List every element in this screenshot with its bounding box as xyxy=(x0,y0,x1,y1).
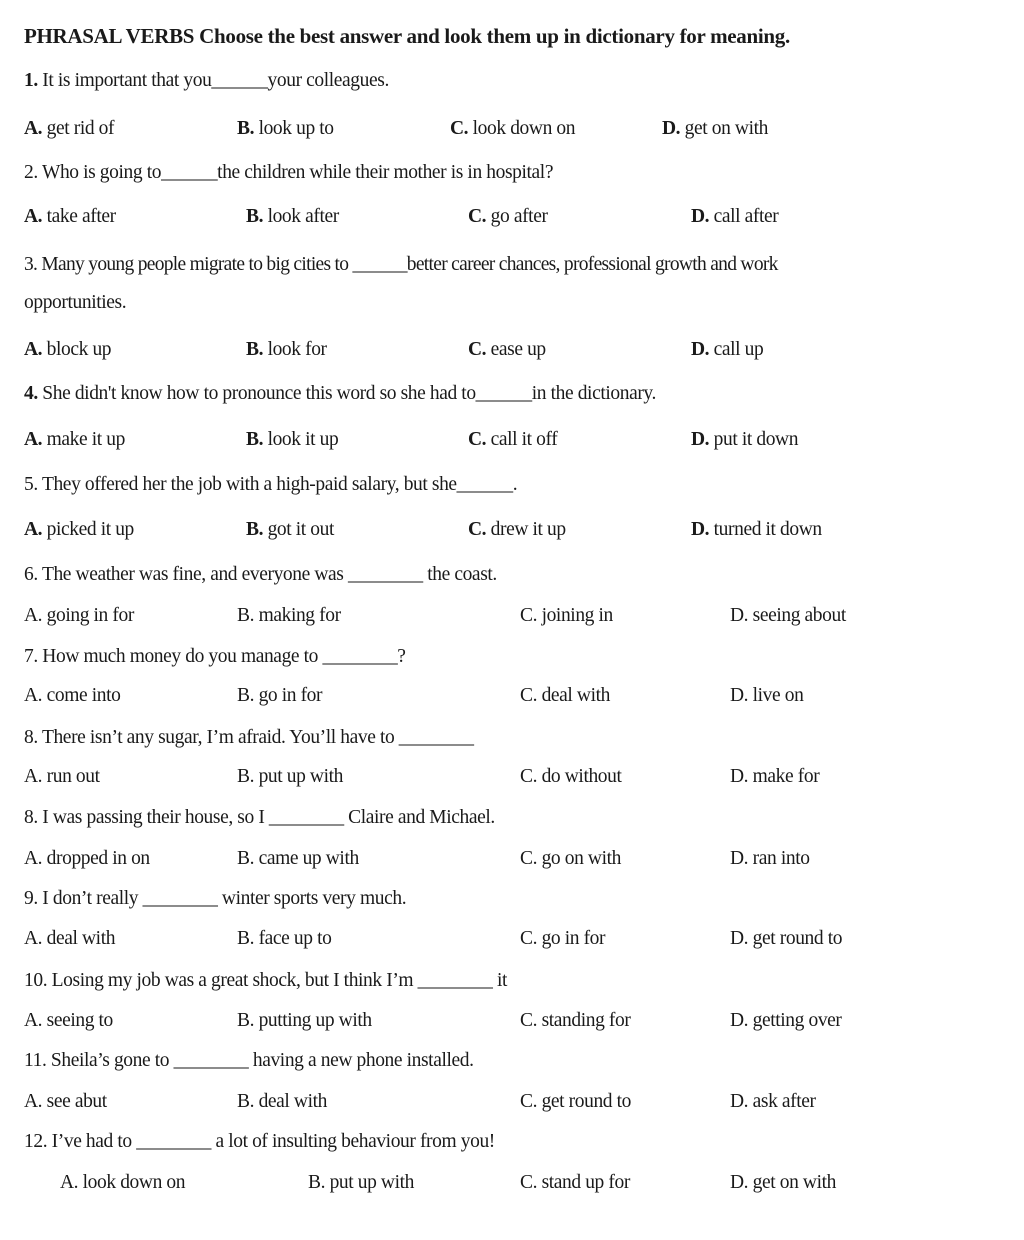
option-6b[interactable]: B. making for xyxy=(237,605,341,626)
question-number: 10. xyxy=(24,970,48,991)
question-number: 8. xyxy=(24,807,38,828)
option-5d[interactable]: D. turned it down xyxy=(691,519,822,540)
question-10 xyxy=(24,970,507,992)
question-number: 4. xyxy=(24,383,38,404)
question-text: Many young people migrate to big cities to ______better career chances, professional growth and work xyxy=(37,254,778,275)
question-number: 1. xyxy=(24,70,38,91)
option-5c[interactable]: C. drew it up xyxy=(468,519,566,540)
option-2a[interactable]: A. take after xyxy=(24,206,116,227)
question-number: 12. xyxy=(24,1131,48,1152)
option-8b-b[interactable]: B. came up with xyxy=(237,848,359,869)
question-1 xyxy=(24,70,389,92)
option-5b[interactable]: B. got it out xyxy=(246,519,334,540)
question-4 xyxy=(24,383,656,405)
worksheet-title: PHRASAL VERBS Choose the best answer and look them up in dictionary for meaning. xyxy=(24,24,790,48)
option-6c[interactable]: C. joining in xyxy=(520,605,613,626)
option-1d[interactable]: D. get on with xyxy=(662,118,768,139)
question-number: 8. xyxy=(24,727,38,748)
option-7b[interactable]: B. go in for xyxy=(237,685,323,706)
option-10c[interactable]: C. standing for xyxy=(520,1010,631,1031)
question-text: There isn’t any sugar, I’m afraid. You’ll have to ________ xyxy=(37,727,474,748)
question-text: Losing my job was a great shock, but I think I’m ________ it xyxy=(47,970,507,991)
question-number: 7. xyxy=(24,646,38,667)
option-12a[interactable]: A. look down on xyxy=(60,1172,186,1193)
question-text: They offered her the job with a high-paid salary, but she______. xyxy=(37,474,518,495)
option-10b[interactable]: B. putting up with xyxy=(237,1010,372,1031)
option-9c[interactable]: C. go in for xyxy=(520,928,606,949)
question-number: 11. xyxy=(24,1050,47,1071)
option-2b[interactable]: B. look after xyxy=(246,206,339,227)
option-4a[interactable]: A. make it up xyxy=(24,429,125,450)
question-number: 3. xyxy=(24,254,38,275)
question-5 xyxy=(24,474,517,496)
option-3d[interactable]: D. call up xyxy=(691,339,764,360)
question-number: 5. xyxy=(24,474,38,495)
question-text: I’ve had to ________ a lot of insulting behaviour from you! xyxy=(47,1131,495,1152)
question-number: 2. xyxy=(24,162,38,183)
question-number: 9. xyxy=(24,888,38,909)
question-3-continuation: opportunities. xyxy=(24,292,127,313)
option-8b-d[interactable]: D. ran into xyxy=(730,848,810,869)
option-4d[interactable]: D. put it down xyxy=(691,429,799,450)
option-10d[interactable]: D. getting over xyxy=(730,1010,842,1031)
option-5a[interactable]: A. picked it up xyxy=(24,519,134,540)
option-4c[interactable]: C. call it off xyxy=(468,429,558,450)
option-3a[interactable]: A. block up xyxy=(24,339,112,360)
option-11a[interactable]: A. see abut xyxy=(24,1091,107,1112)
option-11c[interactable]: C. get round to xyxy=(520,1091,632,1112)
question-11 xyxy=(24,1050,474,1072)
question-text: Who is going to______the children while their mother is in hospital? xyxy=(37,162,554,183)
option-12c[interactable]: C. stand up for xyxy=(520,1172,630,1193)
option-8b-a[interactable]: A. dropped in on xyxy=(24,848,150,869)
option-8b[interactable]: B. put up with xyxy=(237,766,344,787)
question-text: Sheila’s gone to ________ having a new phone installed. xyxy=(46,1050,474,1071)
question-text: She didn't know how to pronounce this word so she had to______in the dictionary. xyxy=(37,383,656,404)
option-2d[interactable]: D. call after xyxy=(691,206,779,227)
option-9a[interactable]: A. deal with xyxy=(24,928,116,949)
option-2c[interactable]: C. go after xyxy=(468,206,548,227)
question-text: The weather was fine, and everyone was ________ the coast. xyxy=(37,564,497,585)
option-12b[interactable]: B. put up with xyxy=(308,1172,415,1193)
option-8b-c[interactable]: C. go on with xyxy=(520,848,621,869)
option-4b[interactable]: B. look it up xyxy=(246,429,339,450)
option-1a[interactable]: A. get rid of xyxy=(24,118,115,139)
option-11b[interactable]: B. deal with xyxy=(237,1091,327,1112)
question-text: It is important that you______your colleagues. xyxy=(37,70,389,91)
question-8b xyxy=(24,807,495,829)
option-6d[interactable]: D. seeing about xyxy=(730,605,846,626)
question-9 xyxy=(24,888,406,910)
option-1c[interactable]: C. look down on xyxy=(450,118,576,139)
option-7a[interactable]: A. come into xyxy=(24,685,121,706)
option-7c[interactable]: C. deal with xyxy=(520,685,610,706)
question-12 xyxy=(24,1131,495,1153)
question-8 xyxy=(24,727,474,749)
question-3 xyxy=(24,254,778,276)
question-text: I don’t really ________ winter sports very much. xyxy=(37,888,407,909)
question-2 xyxy=(24,162,553,184)
question-text: How much money do you manage to ________? xyxy=(37,646,406,667)
question-number: 6. xyxy=(24,564,38,585)
option-8c[interactable]: C. do without xyxy=(520,766,622,787)
question-text: I was passing their house, so I ________ Claire and Michael. xyxy=(37,807,495,828)
option-10a[interactable]: A. seeing to xyxy=(24,1010,113,1031)
option-3b[interactable]: B. look for xyxy=(246,339,327,360)
option-9d[interactable]: D. get round to xyxy=(730,928,843,949)
question-7 xyxy=(24,646,406,668)
option-12d[interactable]: D. get on with xyxy=(730,1172,836,1193)
option-3c[interactable]: C. ease up xyxy=(468,339,546,360)
option-9b[interactable]: B. face up to xyxy=(237,928,332,949)
question-6 xyxy=(24,564,497,586)
option-6a[interactable]: A. going in for xyxy=(24,605,134,626)
option-1b[interactable]: B. look up to xyxy=(237,118,334,139)
option-11d[interactable]: D. ask after xyxy=(730,1091,816,1112)
option-8a[interactable]: A. run out xyxy=(24,766,100,787)
option-7d[interactable]: D. live on xyxy=(730,685,804,706)
option-8d[interactable]: D. make for xyxy=(730,766,820,787)
